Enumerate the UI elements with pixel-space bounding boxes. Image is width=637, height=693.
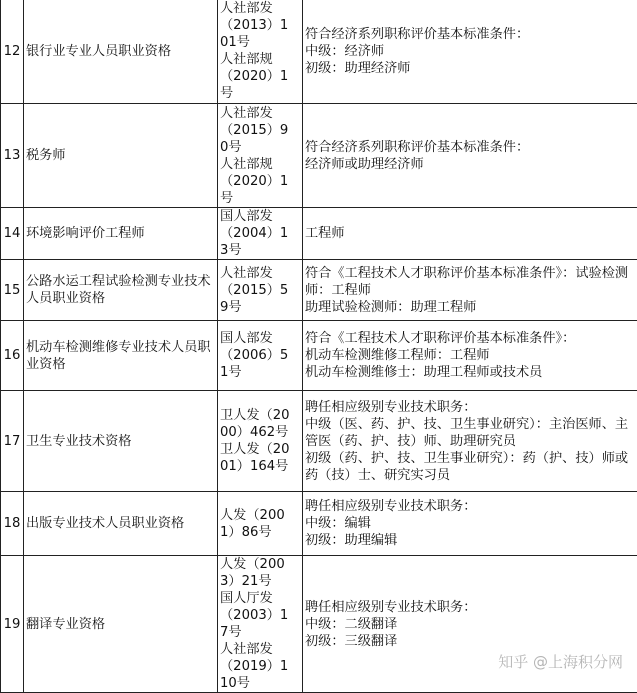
document-number — [218, 208, 303, 260]
document-number — [218, 321, 303, 391]
document-number-line: 3）21号 — [220, 573, 300, 590]
table-row — [1, 492, 637, 556]
watermark: 知乎 @上海积分网 — [498, 651, 623, 672]
row-number: 15 — [1, 260, 24, 321]
condition-line: 中级：经济师 — [305, 43, 635, 60]
equivalent-title-conditions — [303, 260, 637, 321]
document-number-line: 01号 — [220, 34, 300, 51]
condition-line: 助理试验检测师：助理工程师 — [305, 299, 635, 316]
document-number-line: （2015）5 — [220, 282, 300, 299]
document-number-line: 号 — [220, 190, 300, 207]
condition-line: 经济师或助理经济师 — [305, 156, 635, 173]
qualification-name: 机动车检测维修专业技术人员职业资格 — [24, 321, 218, 391]
condition-line: 符合《工程技术人才职称评价基本标准条件》： — [305, 330, 635, 347]
document-number — [218, 391, 303, 492]
qualification-name: 银行业专业人员职业资格 — [24, 0, 218, 104]
document-number-line: 1）86号 — [220, 524, 300, 541]
table-body — [1, 0, 637, 693]
table-row — [1, 104, 637, 208]
document-number-line: （2013）1 — [220, 17, 300, 34]
table-row — [1, 321, 637, 391]
document-number — [218, 0, 303, 104]
document-number-line: 7号 — [220, 624, 300, 641]
document-number-line: 0号 — [220, 139, 300, 156]
qualification-name: 翻译专业资格 — [24, 556, 218, 693]
condition-line: 符合经济系列职称评价基本标准条件： — [305, 26, 635, 43]
table-row — [1, 260, 637, 321]
row-number: 19 — [1, 556, 24, 693]
condition-line: 聘任相应级别专业技术职务： — [305, 498, 635, 515]
condition-line: 机动车检测维修工程师：工程师 — [305, 347, 635, 364]
row-number: 13 — [1, 104, 24, 208]
condition-line: 工程师 — [305, 225, 635, 242]
qualification-name: 出版专业技术人员职业资格 — [24, 492, 218, 556]
table-row — [1, 391, 637, 492]
document-number-line: 3号 — [220, 242, 300, 259]
document-number-line: 人社部发 — [220, 0, 300, 17]
row-number: 16 — [1, 321, 24, 391]
document-number-line: 9号 — [220, 299, 300, 316]
equivalent-title-conditions — [303, 104, 637, 208]
document-number-line: 1号 — [220, 364, 300, 381]
table-row — [1, 208, 637, 260]
document-number-line: 人社部发 — [220, 265, 300, 282]
equivalent-title-conditions — [303, 492, 637, 556]
document-number-line: （2004）1 — [220, 225, 300, 242]
document-number — [218, 260, 303, 321]
condition-line: 初级：助理经济师 — [305, 60, 635, 77]
document-number — [218, 104, 303, 208]
document-number-line: （2006）5 — [220, 347, 300, 364]
condition-line: 中级：编辑 — [305, 515, 635, 532]
qualification-name: 卫生专业技术资格 — [24, 391, 218, 492]
condition-line: 中级（医、药、护、技、卫生事业研究）：主治医师、主管医（药、护、技）师、助理研究员 — [305, 416, 635, 450]
document-number-line: 人发（200 — [220, 556, 300, 573]
document-number-line: 国人部发 — [220, 208, 300, 225]
document-number-line: 号 — [220, 85, 300, 102]
equivalent-title-conditions — [303, 391, 637, 492]
table-row — [1, 0, 637, 104]
row-number: 18 — [1, 492, 24, 556]
condition-line: 符合《工程技术人才职称评价基本标准条件》：试验检测师：工程师 — [305, 265, 635, 299]
qualification-name: 环境影响评价工程师 — [24, 208, 218, 260]
condition-line: 初级：三级翻译 — [305, 633, 635, 650]
condition-line: 初级（药、护、技、卫生事业研究）：药（护、技）师或药（技）士、研究实习员 — [305, 450, 635, 484]
document-number-line: 人发（200 — [220, 507, 300, 524]
qualification-name: 税务师 — [24, 104, 218, 208]
document-number-line: 人社部发 — [220, 105, 300, 122]
document-number-line: 01）164号 — [220, 458, 300, 475]
document-number-line: 人社部规 — [220, 156, 300, 173]
document-number-line: （2020）1 — [220, 173, 300, 190]
document-number-line: 00）462号 — [220, 424, 300, 441]
document-number — [218, 492, 303, 556]
condition-line: 初级：助理编辑 — [305, 532, 635, 549]
equivalent-title-conditions — [303, 321, 637, 391]
document-number-line: （2015）9 — [220, 122, 300, 139]
qualification-name: 公路水运工程试验检测专业技术人员职业资格 — [24, 260, 218, 321]
row-number: 12 — [1, 0, 24, 104]
condition-line: 中级：二级翻译 — [305, 616, 635, 633]
row-number: 17 — [1, 391, 24, 492]
equivalent-title-conditions — [303, 208, 637, 260]
document-number-line: 卫人发（20 — [220, 407, 300, 424]
document-number-line: 人社部规 — [220, 51, 300, 68]
condition-line: 机动车检测维修士：助理工程师或技术员 — [305, 364, 635, 381]
document-number-line: （2020）1 — [220, 68, 300, 85]
document-number-line: 国人部发 — [220, 330, 300, 347]
document-number-line: （2003）1 — [220, 607, 300, 624]
document-number-line: 国人厅发 — [220, 590, 300, 607]
document-number-line: 10号 — [220, 675, 300, 692]
condition-line: 聘任相应级别专业技术职务： — [305, 399, 635, 416]
condition-line: 聘任相应级别专业技术职务： — [305, 599, 635, 616]
document-number — [218, 556, 303, 693]
document-number-line: 人社部发 — [220, 641, 300, 658]
condition-line: 符合经济系列职称评价基本标准条件： — [305, 139, 635, 156]
row-number: 14 — [1, 208, 24, 260]
document-number-line: 卫人发（20 — [220, 441, 300, 458]
document-number-line: （2019）1 — [220, 658, 300, 675]
equivalent-title-conditions — [303, 0, 637, 104]
